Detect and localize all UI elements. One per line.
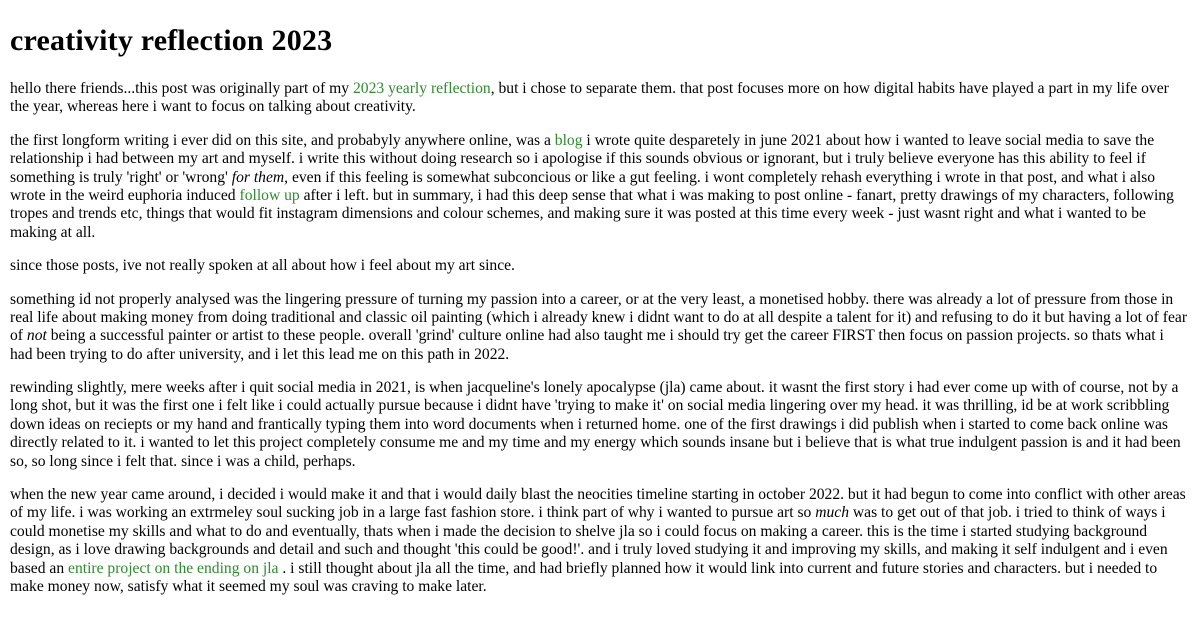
p4-segment-2: being a successful painter or artist to these people. overall 'grind' culture online had also taught me i should try get the career FIRST then focus on passion projects. so thats what i had been trying to do after university, and i let this lead me on this path in 2022. (10, 327, 1164, 363)
intro-text-before-link: hello there friends...this post was originally part of my (10, 80, 353, 97)
paragraph-new-year (10, 486, 1190, 596)
p4-segment-1: something id not properly analysed was the lingering pressure of turning my passion into a career, or at the very least, a monetised hobby. there was already a lot of pressure from those in real life about making money from doing traditional and classic oil painting (which i already knew i didnt want to do at all despite a talent for it) and refusing to do it but having a lot of fear of (10, 290, 1188, 345)
p2-emphasis-for-them: for them (231, 168, 285, 186)
paragraph-jla-origin: rewinding slightly, mere weeks after i quit social media in 2021, is when jacqueline's lonely apocalypse (jla) came about. it wasnt the first story i had ever come up with of course, not by a long shot, but it was the first one i felt like i could actually pursue because i didnt have 'trying to make it' on social media lingering over my head. it was thrilling, id be at work scribbling down ideas on reciepts or my hand and frantically typing them into word documents when i returned home. one of the first drawings i did publish when i started to come back online was directly related to it. i wanted to let this project completely consume me and my time and my energy which sounds insane but i believe that is what true indulgent passion is and it had been so, so long since i felt that. since i was a child, perhaps. (10, 379, 1181, 470)
p6-segment-3: . i still thought about jla all the time, and had briefly planned how it would link into current and future stories and characters. but i needed to make money now, satisfy what it seemed my soul was craving to make later. (10, 559, 1158, 595)
p4-emphasis-not: not (26, 327, 47, 345)
p2-segment-3: , even if this feeling is somewhat subconcious or like a gut feeling. i wont completely rehash everything i wrote in that post, and what i also wrote in the weird euphoria induced (10, 168, 1156, 204)
link-blog[interactable]: blog (554, 131, 583, 149)
page-title: creativity reflection 2023 (10, 24, 333, 57)
paragraph-career-pressure (10, 291, 1190, 365)
paragraph-first-longform (10, 132, 1190, 242)
p2-segment-1: the first longform writing i ever did on this site, and probabyly anywhere online, was a (10, 131, 555, 149)
link-2023-yearly-reflection[interactable]: 2023 yearly reflection (353, 80, 491, 97)
link-entire-project-on-ending-of-jla[interactable]: entire project on the ending on jla (68, 559, 279, 577)
p2-segment-4: after i left. but in summary, i had this deep sense that what i was making to post online - fanart, pretty drawings of my characters, following tropes and trends etc, things that would fit instagram dimensions and colour schemes, and making sure it was posted at this time every week - just wasnt right and what i wanted to be making at all. (10, 186, 1174, 241)
paragraph-intro (10, 80, 1190, 117)
p6-segment-1: when the new year came around, i decided i would make it and that i would daily blast the neocities timeline starting in october 2022. but it had begun to come into conflict with other areas of my life. i was working an extrmeley soul sucking job in a large fast fashion store. i think part of why i wanted to pursue art so (10, 486, 1186, 522)
paragraph-since-those-posts: since those posts, ive not really spoken at all about how i feel about my art since. (10, 257, 515, 275)
intro-text-after-link: , but i chose to separate them. that post focuses more on how digital habits have played a part in my life over the year, whereas here i want to focus on talking about creativity. (10, 80, 1169, 116)
link-follow-up[interactable]: follow up (239, 186, 300, 204)
p6-segment-2: was to get out of that job. i tried to think of ways i could monetise my skills and what to do and eventually, thats when i made the decision to shelve jla so i could focus on making a career. this is the time i started studying background design, as i love drawing backgrounds and detail and such and thought 'this could be good!'. and i truly loved studying it and improving my skills, and making it self indulgent and i even based an (10, 504, 1168, 577)
p2-segment-2: i wrote quite desparetely in june 2021 about how i wanted to leave social media to save the relationship i had between my art and myself. i write this without doing research so i apologise if this sounds obvious or ignorant, but i truly believe everyone has this ability to feel if something is truly 'right' or 'wrong' (10, 131, 1155, 186)
p6-emphasis-much: much (815, 504, 849, 522)
